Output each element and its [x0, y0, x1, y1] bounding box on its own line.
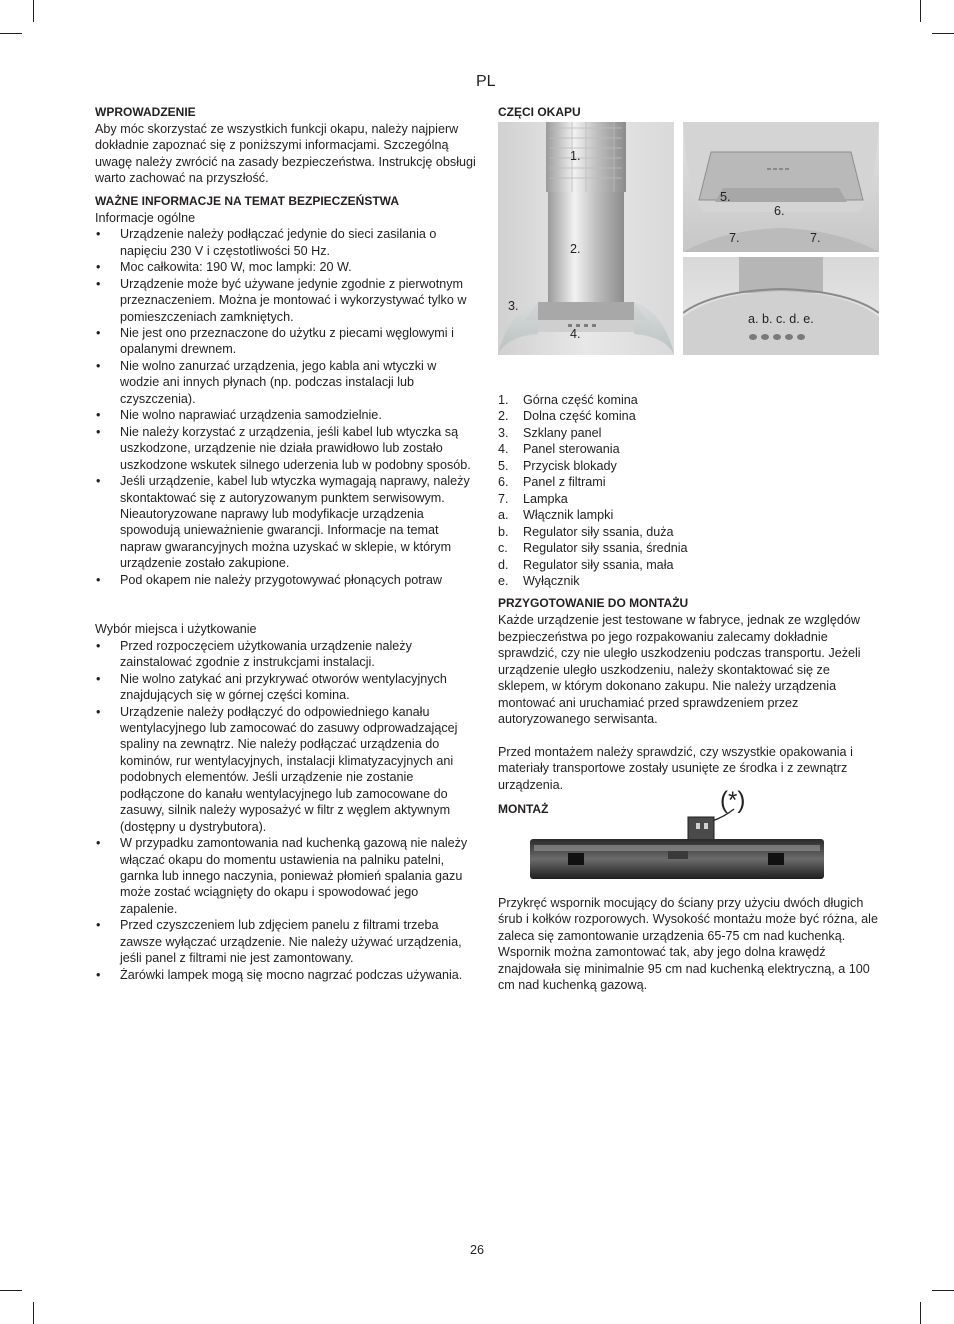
list-item: 5. Przycisk blokady [498, 458, 617, 473]
hood-photo [498, 122, 674, 355]
right-column [498, 104, 880, 994]
usage-label: Wybór miejsca i użytkowanie [95, 622, 257, 637]
left-column [95, 104, 479, 983]
list-item: c. Regulator siły ssania, średnia [498, 541, 688, 556]
list-item: 3. Szklany panel [498, 425, 602, 440]
list-item: • Urządzenie należy podłączać jedynie do sieci zasilania o napięciu 230 V i częstotliwości 50 Hz. [95, 226, 479, 259]
intro-body: Aby móc skorzystać ze wszystkich funkcji okapu, należy najpierw dokładnie zapoznać się z poniższymi informacjami. Szczególną uwagę należy zwrócić na zasady bezpieczeństwa. Instrukcję obsługi warto zachować na przyszłość. [95, 122, 476, 186]
figure-label-5: 5. [720, 190, 731, 204]
parts-heading: CZĘCI OKAPU [498, 105, 581, 119]
crop-mark [33, 1302, 34, 1324]
list-item: • Urządzenie może być używane jedynie zgodnie z pierwotnym przeznaczeniem. Można je montować i wykorzystywać tylko w pomieszczeniach zamkniętych. [95, 276, 479, 325]
list-item: • Nie należy korzystać z urządzenia, jeśli kabel lub wtyczka są uszkodzone, urządzenie nie działa prawidłowo lub zostało uszkodzone wskutek silnego uderzenia lub w podobny sposób. [95, 424, 479, 473]
figure-label-7-right: 7. [810, 231, 821, 245]
list-item: • Żarówki lampek mogą się mocno nagrzać podczas używania. [95, 967, 479, 983]
general-info-label: Informacje ogólne [95, 210, 196, 225]
bracket-callout: (*) [720, 786, 746, 814]
crop-mark [932, 33, 954, 34]
crop-mark [0, 33, 22, 34]
list-item: 6. Panel z filtrami [498, 475, 606, 490]
list-item: • Nie wolno zatykać ani przykrywać otworów wentylacyjnych znajdujących się w górnej części komina. [95, 671, 479, 704]
list-item: 7. Lampka [498, 491, 568, 506]
crop-mark [920, 0, 921, 22]
preparation-paragraph: Przed montażem należy sprawdzić, czy wszystkie opakowania i materiały transportowe zostały usunięte ze środka i z zewnątrz urządzenia. [498, 744, 853, 792]
list-item: e. Wyłącznik [498, 573, 580, 588]
general-safety-list [95, 226, 479, 588]
intro-heading: WPROWADZENIE [95, 105, 196, 119]
list-item: • Przed rozpoczęciem użytkowania urządzenie należy zainstalować zgodnie z instrukcjami instalacji. [95, 638, 479, 671]
list-item: b. Regulator siły ssania, duża [498, 524, 674, 539]
crop-mark [920, 1302, 921, 1324]
figure-label-3: 3. [508, 299, 519, 313]
list-item: • Nie wolno zanurzać urządzenia, jego kabla ani wtyczki w wodzie ani innych płynach (np. podczas instalacji lub czyszczenia). [95, 358, 479, 407]
figure-label-7-left: 7. [729, 231, 740, 245]
list-item: • Urządzenie należy podłączyć do odpowiedniego kanału wentylacyjnego lub zamocować do zasuwy odprowadzającej spaliny na zewnątrz. Nie należy podłączać urządzenia do kominów, rur wentylacyjnych, instalacji klimatyzacyjnych ani podobnych elementów. Jeśli urządzenie nie zostanie podłączone do kanału wentylacyjnego lub zamocowane do zasuwy, silnik należy wyposażyć w filtr z węglem aktywnym (dostępny u dystrybutora). [95, 704, 479, 836]
mounting-body: Przykręć wspornik mocujący do ściany przy użyciu dwóch długich śrub i kołków rozporowych. Wysokość montażu może być różna, ale zaleca się zamontowanie urządzenia 65-75 cm nad kuchenką. Wspornik można zamontować tak, aby jego dolna krawędź znajdowała się minimalnie 95 cm nad kuchenką elektryczną, a 100 cm nad kuchenką gazową. [498, 895, 878, 993]
parts-list [498, 392, 880, 589]
mounting-bracket-figure [528, 797, 828, 893]
page-number: 26 [469, 1243, 484, 1257]
preparation-heading: PRZYGOTOWANIE DO MONTAŻU [498, 596, 689, 611]
crop-mark [33, 0, 34, 22]
control-panel-photo [683, 257, 879, 355]
mounting-heading: MONTAŻ [498, 801, 549, 816]
underside-photo [683, 122, 879, 252]
list-item: • W przypadku zamontowania nad kuchenką gazową nie należy włączać okapu do momentu ustawienia na palniku patelni, garnka lub innego naczynia, ponieważ płomień spalania gazu może zostać wciągnięty do okapu i spowodować jego zapalenie. [95, 835, 479, 917]
usage-list [95, 638, 479, 984]
figure-label-controls: a. b. c. d. e. [748, 312, 814, 326]
parts-figure [498, 122, 880, 382]
safety-heading: WAŻNE INFORMACJE NA TEMAT BEZPIECZEŃSTWA [95, 193, 399, 208]
figure-label-1: 1. [570, 149, 581, 163]
figure-label-4: 4. [570, 327, 581, 341]
list-item: • Przed czyszczeniem lub zdjęciem panelu z filtrami trzeba zawsze wyłączać urządzenie. Nie należy używać urządzenia, jeśli panel z filtrami nie jest zamontowany. [95, 917, 479, 966]
list-item: d. Regulator siły ssania, mała [498, 557, 674, 572]
crop-mark [0, 1290, 22, 1291]
figure-label-2: 2. [570, 242, 581, 256]
list-item: • Pod okapem nie należy przygotowywać płonących potraw [95, 572, 479, 588]
list-item: a. Włącznik lampki [498, 508, 614, 523]
language-code: PL [476, 73, 496, 90]
list-item: • Moc całkowita: 190 W, moc lampki: 20 W. [95, 259, 479, 275]
mounting-section [498, 786, 880, 893]
list-item: • Jeśli urządzenie, kabel lub wtyczka wymagają naprawy, należy skontaktować się z autoryzowanym punktem serwisowym. Nieautoryzowane naprawy lub modyfikacje urządzenia spowodują unieważnienie gwarancji. Informacje na temat napraw gwarancyjnych można uzyskać w sklepie, w którym urządzenie zostało zakupione. [95, 473, 479, 572]
list-item: • Nie wolno naprawiać urządzenia samodzielnie. [95, 407, 479, 423]
preparation-paragraph: Każde urządzenie jest testowane w fabryce, jednak ze względów bezpieczeństwa po jego rozpakowaniu zalecamy dokładnie sprawdzić, czy nie uległo uszkodzeniu podczas transportu. Jeżeli urządzenie uległo uszkodzeniu, należy skontaktować się ze sklepem, w którym dokonano zakupu. Nie należy urządzenia montować ani uruchamiać przed sprawdzeniem przez autoryzowanego serwisanta. [498, 613, 861, 727]
list-item: 1. Górna część komina [498, 393, 638, 407]
figure-label-6: 6. [774, 204, 785, 218]
crop-mark [932, 1290, 954, 1291]
list-item: 2. Dolna część komina [498, 409, 636, 424]
list-item: • Nie jest ono przeznaczone do użytku z piecami węglowymi i opalanymi drewnem. [95, 325, 479, 358]
list-item: 4. Panel sterowania [498, 442, 620, 457]
